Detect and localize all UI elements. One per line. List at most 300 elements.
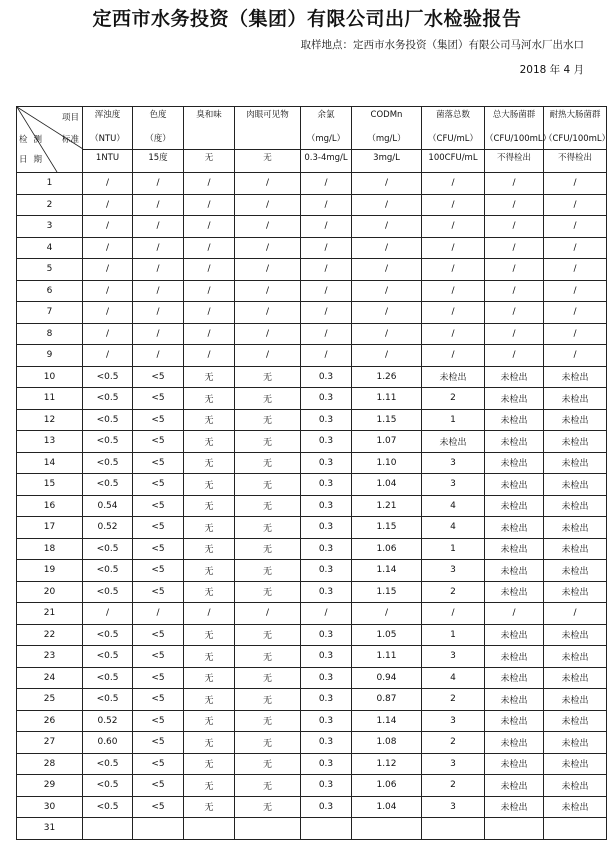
value-cell: / [485,345,544,367]
value-cell: 1.07 [352,431,422,453]
value-cell: / [133,323,184,345]
value-cell: / [301,323,352,345]
header-column-2 [184,107,235,173]
value-cell: 未检出 [485,388,544,410]
column-standard: 无 [204,153,214,163]
header-divider [184,149,234,150]
value-cell: 无 [184,710,235,732]
header-divider [485,149,543,150]
day-cell: 21 [17,603,83,625]
value-cell: / [352,280,422,302]
value-cell: 0.3 [301,753,352,775]
value-cell: <5 [133,775,184,797]
value-cell: / [83,194,133,216]
value-cell: 未检出 [485,753,544,775]
value-cell: 未检出 [485,775,544,797]
value-cell: <0.5 [83,452,133,474]
value-cell: 未检出 [544,732,607,754]
value-cell: 未检出 [544,710,607,732]
value-cell: 2 [422,388,485,410]
value-cell [235,818,301,840]
value-cell: / [485,173,544,195]
report-title: 定西市水务投资（集团）有限公司出厂水检验报告 [92,8,522,30]
value-cell: 0.3 [301,710,352,732]
value-cell: 2 [422,581,485,603]
value-cell: 无 [184,495,235,517]
day-cell: 7 [17,302,83,324]
value-cell: 未检出 [485,646,544,668]
value-cell: / [235,173,301,195]
value-cell: / [544,302,607,324]
value-cell: 3 [422,710,485,732]
value-cell [83,818,133,840]
value-cell: 无 [184,624,235,646]
value-cell: 未检出 [485,452,544,474]
day-cell: 22 [17,624,83,646]
value-cell: 1.12 [352,753,422,775]
column-name: 肉眼可见物 [246,110,289,120]
table-row [17,194,607,216]
column-unit: （度） [145,134,171,144]
value-cell: / [133,302,184,324]
value-cell: 无 [184,431,235,453]
value-cell: 未检出 [485,560,544,582]
value-cell: 无 [235,474,301,496]
value-cell: <5 [133,581,184,603]
value-cell: 未检出 [544,775,607,797]
value-cell: 0.60 [83,732,133,754]
value-cell: / [235,237,301,259]
value-cell: / [352,259,422,281]
value-cell: 1.11 [352,646,422,668]
value-cell: 1.06 [352,775,422,797]
value-cell: <5 [133,710,184,732]
table-row [17,366,607,388]
value-cell: 0.3 [301,646,352,668]
value-cell: / [83,603,133,625]
table-row [17,753,607,775]
value-cell: 3 [422,796,485,818]
value-cell: 未检出 [544,646,607,668]
value-cell: 未检出 [485,474,544,496]
day-cell: 13 [17,431,83,453]
value-cell: 未检出 [544,474,607,496]
value-cell: / [485,302,544,324]
value-cell: 无 [184,667,235,689]
value-cell: 未检出 [544,753,607,775]
value-cell: / [133,280,184,302]
value-cell: / [235,323,301,345]
value-cell: 0.3 [301,474,352,496]
value-cell: 无 [235,495,301,517]
day-cell: 2 [17,194,83,216]
column-name: 总大肠菌群 [492,110,536,120]
table-row [17,345,607,367]
value-cell: / [544,280,607,302]
value-cell: 无 [235,581,301,603]
value-cell [301,818,352,840]
value-cell: 无 [235,388,301,410]
value-cell: 未检出 [544,495,607,517]
value-cell: 未检出 [544,409,607,431]
value-cell: 0.3 [301,732,352,754]
value-cell: / [83,302,133,324]
value-cell: 0.3 [301,409,352,431]
value-cell: / [184,173,235,195]
value-cell: <5 [133,689,184,711]
value-cell: / [235,302,301,324]
day-cell: 26 [17,710,83,732]
corner-standard-label: 标准 [61,135,79,145]
value-cell: 1.15 [352,409,422,431]
value-cell: / [184,259,235,281]
table-row [17,538,607,560]
value-cell: 0.3 [301,796,352,818]
value-cell: 2 [422,689,485,711]
value-cell: / [352,603,422,625]
table-row [17,237,607,259]
table-row [17,323,607,345]
report-date: 2018 年 4 月 [519,64,584,76]
day-cell: 17 [17,517,83,539]
value-cell: 0.54 [83,495,133,517]
value-cell: <5 [133,474,184,496]
value-cell: 0.3 [301,495,352,517]
value-cell: <0.5 [83,581,133,603]
column-standard: 15度 [148,153,168,163]
value-cell: 1.21 [352,495,422,517]
value-cell: 1.04 [352,796,422,818]
value-cell: / [352,173,422,195]
value-cell: 无 [235,431,301,453]
value-cell: / [422,280,485,302]
value-cell: / [301,173,352,195]
column-standard: 无 [263,153,272,163]
value-cell: <0.5 [83,388,133,410]
value-cell: / [422,237,485,259]
column-name: 浑浊度 [94,110,121,120]
value-cell: / [485,194,544,216]
header-column-1 [133,107,184,173]
value-cell: <5 [133,388,184,410]
value-cell: 未检出 [544,388,607,410]
value-cell: / [301,280,352,302]
value-cell: / [235,216,301,238]
value-cell: <0.5 [83,431,133,453]
table-row [17,302,607,324]
value-cell: 0.3 [301,388,352,410]
header-divider [83,149,132,150]
value-cell: 未检出 [485,581,544,603]
value-cell: 0.3 [301,667,352,689]
value-cell: / [422,173,485,195]
value-cell: / [422,259,485,281]
value-cell: 1.15 [352,581,422,603]
value-cell: 1.06 [352,538,422,560]
value-cell [133,818,184,840]
value-cell: 未检出 [485,431,544,453]
value-cell: / [485,237,544,259]
day-cell: 3 [17,216,83,238]
value-cell: / [544,194,607,216]
value-cell: / [184,216,235,238]
value-cell: / [352,237,422,259]
table-row [17,452,607,474]
header-divider [352,149,421,150]
value-cell: / [422,603,485,625]
value-cell: 无 [235,667,301,689]
value-cell: / [133,173,184,195]
value-cell: <0.5 [83,667,133,689]
value-cell: / [235,194,301,216]
value-cell: / [184,345,235,367]
day-cell: 25 [17,689,83,711]
header-divider [301,149,351,150]
value-cell: 1.04 [352,474,422,496]
value-cell: / [301,302,352,324]
value-cell: 无 [235,560,301,582]
value-cell: / [485,216,544,238]
table-body [17,107,611,840]
value-cell: 1 [422,624,485,646]
value-cell: / [422,302,485,324]
value-cell: / [83,345,133,367]
corner-item-label: 项目 [61,113,79,123]
value-cell: <5 [133,796,184,818]
column-name: CODMn [370,110,403,120]
value-cell: 未检出 [485,495,544,517]
value-cell: 4 [422,495,485,517]
header-column-6 [422,107,485,173]
value-cell: <0.5 [83,775,133,797]
value-cell: / [133,216,184,238]
value-cell: / [184,237,235,259]
column-standard: 3mg/L [373,153,400,163]
day-cell: 10 [17,366,83,388]
value-cell: 无 [235,753,301,775]
value-cell: <0.5 [83,474,133,496]
value-cell: 无 [184,753,235,775]
value-cell: / [133,259,184,281]
value-cell: 无 [184,796,235,818]
day-cell: 19 [17,560,83,582]
value-cell: 无 [184,560,235,582]
value-cell: 未检出 [485,366,544,388]
value-cell: 0.3 [301,560,352,582]
column-unit: （CFU/100mL） [544,134,611,144]
value-cell: 未检出 [544,689,607,711]
value-cell: / [301,259,352,281]
table-row [17,173,607,195]
value-cell: 无 [184,452,235,474]
table-row [17,517,607,539]
value-cell: 未检出 [485,732,544,754]
value-cell: 未检出 [544,538,607,560]
day-cell: 8 [17,323,83,345]
value-cell: 4 [422,667,485,689]
value-cell: / [352,302,422,324]
column-standard: 不得检出 [557,153,592,163]
value-cell: / [83,237,133,259]
table-row [17,818,607,840]
value-cell: / [301,216,352,238]
day-cell: 29 [17,775,83,797]
value-cell: <0.5 [83,366,133,388]
value-cell: 无 [184,388,235,410]
value-cell: <5 [133,452,184,474]
value-cell: <5 [133,495,184,517]
table-row [17,216,607,238]
value-cell: <5 [133,409,184,431]
value-cell: 0.3 [301,689,352,711]
table-row [17,710,607,732]
value-cell: 无 [235,775,301,797]
value-cell: <5 [133,538,184,560]
table-row [17,409,607,431]
column-unit: （mg/L） [306,134,346,144]
value-cell: / [485,603,544,625]
value-cell: 1.14 [352,710,422,732]
header-column-4 [301,107,352,173]
value-cell: 1.15 [352,517,422,539]
column-standard: 1NTU [95,153,120,163]
value-cell: <0.5 [83,689,133,711]
value-cell: / [184,280,235,302]
column-name: 臭和味 [196,110,222,120]
value-cell: <0.5 [83,409,133,431]
value-cell: 未检出 [485,624,544,646]
value-cell: 未检出 [485,517,544,539]
table-row [17,775,607,797]
value-cell: 无 [184,409,235,431]
value-cell: / [352,194,422,216]
value-cell: 无 [235,689,301,711]
day-cell: 18 [17,538,83,560]
value-cell: <0.5 [83,560,133,582]
value-cell: 0.3 [301,581,352,603]
value-cell: 未检出 [485,667,544,689]
value-cell: 0.94 [352,667,422,689]
value-cell: 1.14 [352,560,422,582]
value-cell: 2 [422,775,485,797]
value-cell: 无 [235,710,301,732]
value-cell: 未检出 [422,431,485,453]
value-cell: 未检出 [544,560,607,582]
value-cell: 未检出 [544,624,607,646]
value-cell: 未检出 [485,689,544,711]
value-cell: / [544,216,607,238]
value-cell: 无 [235,796,301,818]
value-cell: 无 [235,538,301,560]
day-cell: 30 [17,796,83,818]
value-cell: 无 [235,366,301,388]
table-row [17,732,607,754]
value-cell: 1.11 [352,388,422,410]
value-cell: 无 [184,775,235,797]
day-cell: 14 [17,452,83,474]
value-cell: 3 [422,646,485,668]
value-cell: / [133,345,184,367]
day-cell: 1 [17,173,83,195]
value-cell: / [301,345,352,367]
value-cell: 未检出 [485,538,544,560]
value-cell: 0.87 [352,689,422,711]
value-cell [352,818,422,840]
value-cell: / [352,323,422,345]
table-row [17,581,607,603]
value-cell: <0.5 [83,646,133,668]
day-cell: 27 [17,732,83,754]
value-cell: / [544,237,607,259]
table-row [17,560,607,582]
value-cell: 1 [422,538,485,560]
day-cell: 4 [17,237,83,259]
value-cell: 0.3 [301,517,352,539]
value-cell: / [544,259,607,281]
value-cell: <5 [133,753,184,775]
day-cell: 15 [17,474,83,496]
table-row [17,624,607,646]
header-divider [422,149,484,150]
value-cell: <5 [133,517,184,539]
value-cell: 3 [422,560,485,582]
column-name: 色度 [149,110,167,120]
header-divider [235,149,300,150]
day-cell: 6 [17,280,83,302]
value-cell: 未检出 [544,581,607,603]
value-cell: / [485,280,544,302]
value-cell: / [83,259,133,281]
column-unit: （CFU/100mL） [485,134,552,144]
day-cell: 20 [17,581,83,603]
sampling-location: 取样地点：定西市水务投资（集团）有限公司马河水厂出水口 [300,39,584,51]
value-cell: / [83,173,133,195]
value-cell: 无 [184,732,235,754]
value-cell: / [544,323,607,345]
column-unit: （mg/L） [367,134,406,144]
value-cell: / [133,194,184,216]
corner-test-label: 检测 [19,135,49,145]
value-cell: <0.5 [83,753,133,775]
day-cell: 9 [17,345,83,367]
value-cell: / [235,603,301,625]
value-cell: <5 [133,366,184,388]
value-cell: 未检出 [544,796,607,818]
value-cell: 无 [235,646,301,668]
value-cell: / [544,173,607,195]
value-cell: / [485,323,544,345]
header-divider [544,149,606,150]
value-cell: / [133,603,184,625]
value-cell: 无 [184,538,235,560]
day-cell: 12 [17,409,83,431]
value-cell: 无 [184,581,235,603]
value-cell: <5 [133,732,184,754]
value-cell: 0.3 [301,775,352,797]
value-cell: 1.10 [352,452,422,474]
column-standard: 100CFU/mL [428,153,478,163]
value-cell: 无 [184,689,235,711]
value-cell: <0.5 [83,538,133,560]
value-cell: <5 [133,646,184,668]
value-cell: / [184,603,235,625]
value-cell: / [184,194,235,216]
value-cell: / [83,323,133,345]
value-cell: 无 [235,452,301,474]
column-name: 余氯 [317,110,335,120]
header-row [17,107,607,173]
table-row [17,495,607,517]
